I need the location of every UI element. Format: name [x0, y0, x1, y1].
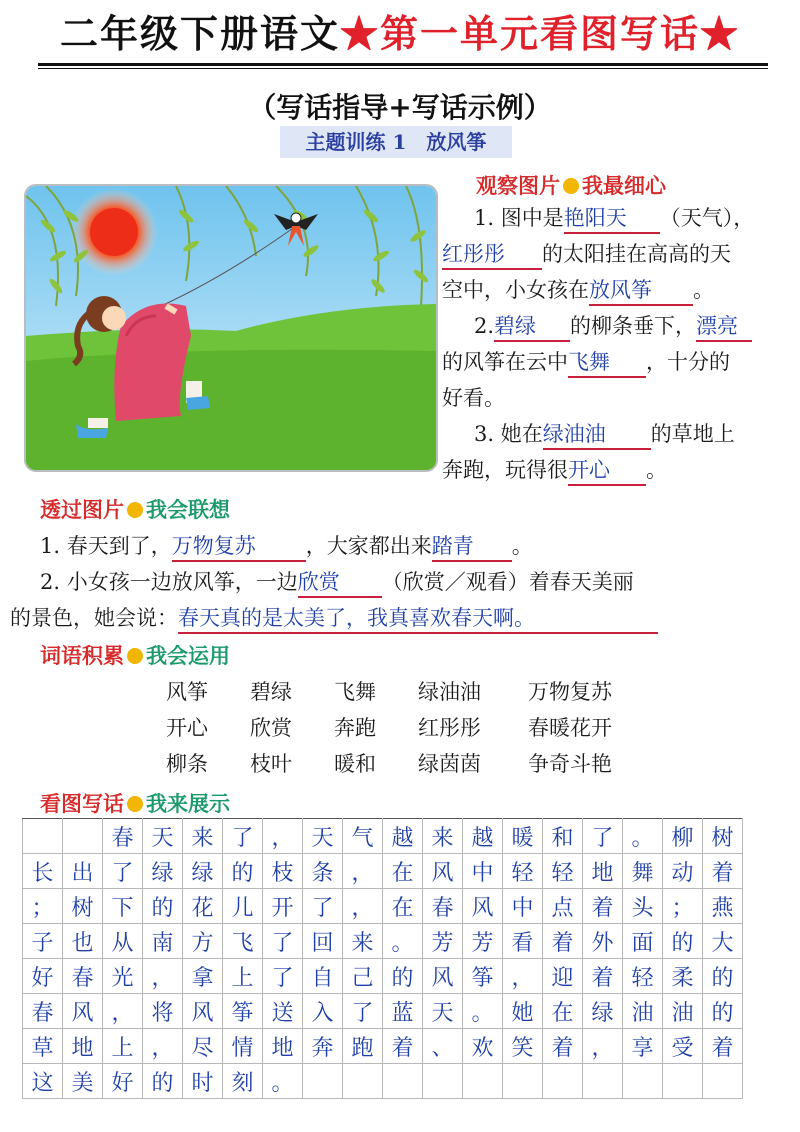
word: 争奇斗艳	[528, 752, 612, 776]
grid-cell	[543, 1064, 583, 1099]
grid-cell: 、	[423, 1029, 463, 1064]
answer-blank: 欣赏	[298, 568, 382, 598]
grid-cell: 回	[303, 924, 343, 959]
grid-cell: 枝	[263, 854, 303, 889]
grid-cell: 享	[623, 1029, 663, 1064]
word: 枝叶	[250, 752, 292, 776]
grid-cell: 上	[223, 959, 263, 994]
word: 绿油油	[418, 680, 481, 704]
grid-cell: 中	[463, 854, 503, 889]
word-row-1	[166, 676, 640, 706]
page-title	[0, 8, 800, 60]
grid-cell: 的	[223, 854, 263, 889]
grid-cell: ，	[143, 959, 183, 994]
grid-cell: 越	[383, 819, 423, 854]
grid-cell: 出	[63, 854, 103, 889]
grid-cell	[703, 1064, 743, 1099]
grid-cell: 来	[343, 924, 383, 959]
grid-cell: 柔	[663, 959, 703, 994]
grid-cell: 筝	[223, 994, 263, 1029]
answer-blank: 踏青	[432, 532, 512, 562]
grid-cell: 地	[583, 854, 623, 889]
grid-cell	[23, 819, 63, 854]
writing-heading-sub: 我来展示	[146, 791, 230, 816]
text: ，大家都出来	[305, 534, 432, 558]
grid-cell: 拿	[183, 959, 223, 994]
yellow-dot-icon	[127, 796, 143, 812]
grid-cell: 了	[263, 924, 303, 959]
observe-line-4	[474, 308, 752, 344]
grid-cell: 入	[303, 994, 343, 1029]
grid-cell: 了	[583, 819, 623, 854]
grid-cell: 的	[143, 889, 183, 924]
observe-line-7	[474, 416, 735, 452]
grid-cell: 花	[183, 889, 223, 924]
word: 碧绿	[250, 680, 292, 704]
grid-cell: 燕	[703, 889, 743, 924]
grid-cell: ；	[663, 889, 703, 924]
grid-cell: ，	[343, 889, 383, 924]
words-heading	[40, 640, 230, 670]
writing-grid	[22, 818, 743, 1099]
grid-cell: 这	[23, 1064, 63, 1099]
grid-cell: 了	[223, 819, 263, 854]
grid-cell: 儿	[223, 889, 263, 924]
grid-cell: 了	[343, 994, 383, 1029]
grid-cell	[343, 1064, 383, 1099]
grid-cell: 尽	[183, 1029, 223, 1064]
grid-cell: 在	[383, 889, 423, 924]
grid-row	[23, 994, 743, 1029]
grid-cell: 舞	[623, 854, 663, 889]
observe-line-3	[442, 272, 714, 308]
grid-cell: 。	[623, 819, 663, 854]
grid-cell: 蓝	[383, 994, 423, 1029]
grid-cell: 越	[463, 819, 503, 854]
grid-cell: 上	[103, 1029, 143, 1064]
observe-heading	[476, 170, 666, 200]
grid-cell: 美	[63, 1064, 103, 1099]
grid-row	[23, 854, 743, 889]
text: 1. 春天到了，	[40, 534, 172, 558]
observe-heading-label: 观察图片	[476, 173, 560, 198]
observe-line-5	[442, 344, 730, 380]
grid-cell: 迎	[543, 959, 583, 994]
answer-blank: 春天真的是太美了，我真喜欢春天啊。	[178, 604, 658, 634]
grid-cell: 风	[423, 854, 463, 889]
grid-cell: 芳	[423, 924, 463, 959]
grid-cell: 风	[463, 889, 503, 924]
grid-cell: 。	[263, 1064, 303, 1099]
grid-cell: 方	[183, 924, 223, 959]
grid-cell: 从	[103, 924, 143, 959]
words-heading-sub: 我会运用	[146, 643, 230, 668]
grid-cell: 。	[383, 924, 423, 959]
answer-blank: 开心	[568, 456, 646, 486]
grid-cell: 芳	[463, 924, 503, 959]
text: 的柳条垂下，	[570, 314, 697, 338]
answer-blank: 碧绿	[494, 312, 570, 342]
grid-cell: 的	[383, 959, 423, 994]
grid-cell: 和	[543, 819, 583, 854]
word: 风筝	[166, 680, 208, 704]
answer-blank: 放风筝	[589, 276, 693, 306]
grid-cell: 绿	[183, 854, 223, 889]
word: 暖和	[334, 752, 376, 776]
word: 万物复苏	[528, 680, 612, 704]
grid-cell: 油	[623, 994, 663, 1029]
grid-cell: 暖	[503, 819, 543, 854]
observe-line-8	[442, 452, 667, 488]
grid-cell: 草	[23, 1029, 63, 1064]
grid-cell: 在	[383, 854, 423, 889]
kite-scene	[26, 186, 436, 470]
grid-cell: 轻	[543, 854, 583, 889]
text: 的风筝在云中	[442, 350, 568, 374]
answer-blank: 绿油油	[543, 420, 651, 450]
grid-cell: 。	[463, 994, 503, 1029]
grid-cell: ；	[23, 889, 63, 924]
answer-blank: 万物复苏	[172, 532, 306, 562]
grid-cell: 笑	[503, 1029, 543, 1064]
grid-cell	[623, 1064, 663, 1099]
grid-cell: 油	[663, 994, 703, 1029]
grid-row	[23, 1029, 743, 1064]
grid-cell: 着	[703, 1029, 743, 1064]
grid-cell: 天	[143, 819, 183, 854]
word: 欣赏	[250, 716, 292, 740]
grid-cell: 着	[543, 924, 583, 959]
grid-cell: 春	[63, 959, 103, 994]
grid-cell: 开	[263, 889, 303, 924]
grid-cell: 风	[63, 994, 103, 1029]
answer-blank: 艳阳天	[564, 204, 660, 234]
word-row-3	[166, 748, 640, 778]
answer-blank: 漂亮	[696, 312, 752, 342]
text: 2. 小女孩一边放风筝，一边	[40, 570, 298, 594]
grid-cell: 地	[63, 1029, 103, 1064]
text: 好看。	[442, 386, 505, 410]
grid-cell: 着	[543, 1029, 583, 1064]
grid-cell: 筝	[463, 959, 503, 994]
grid-cell: 树	[703, 819, 743, 854]
grid-cell: 奔	[303, 1029, 343, 1064]
text: （天气），	[659, 206, 755, 230]
grid-cell: 柳	[663, 819, 703, 854]
grid-row	[23, 819, 743, 854]
grid-cell: 天	[303, 819, 343, 854]
grid-cell: ，	[263, 819, 303, 854]
grid-row	[23, 1064, 743, 1099]
star-icon: ★	[700, 11, 741, 56]
grid-cell	[503, 1064, 543, 1099]
grid-cell: 中	[503, 889, 543, 924]
grid-cell: 时	[183, 1064, 223, 1099]
grid-cell: 天	[423, 994, 463, 1029]
grid-cell: 着	[583, 959, 623, 994]
grid-cell	[463, 1064, 503, 1099]
grid-cell: 子	[23, 924, 63, 959]
grid-cell: 跑	[343, 1029, 383, 1064]
title-grade: 二年级下册语文	[59, 11, 340, 56]
text: （欣赏／观看）着春天美丽	[381, 570, 634, 594]
grid-cell: 的	[703, 994, 743, 1029]
grid-cell: 外	[583, 924, 623, 959]
word: 春暖花开	[528, 716, 612, 740]
grid-cell: 了	[303, 889, 343, 924]
grid-cell: 送	[263, 994, 303, 1029]
grid-cell: 她	[503, 994, 543, 1029]
grid-cell: 轻	[503, 854, 543, 889]
theme-label: 主题训练 1 放风筝	[305, 130, 487, 154]
grid-row	[23, 889, 743, 924]
observe-line-6	[442, 380, 505, 416]
grid-cell: 在	[543, 994, 583, 1029]
text: 。	[511, 534, 533, 558]
yellow-dot-icon	[127, 502, 143, 518]
grid-cell: 大	[703, 924, 743, 959]
grid-cell: 来	[423, 819, 463, 854]
text: 奔跑，玩得很	[442, 458, 568, 482]
grid-cell: 着	[383, 1029, 423, 1064]
text: 的太阳挂在高高的天	[542, 242, 731, 266]
imagine-line-3	[10, 600, 658, 636]
grid-cell: 着	[583, 889, 623, 924]
imagine-heading-sub: 我会联想	[146, 497, 230, 522]
grid-cell: 轻	[623, 959, 663, 994]
grid-cell: 看	[503, 924, 543, 959]
grid-cell	[383, 1064, 423, 1099]
grid-cell: 受	[663, 1029, 703, 1064]
text: 。	[646, 458, 667, 482]
grid-cell: 的	[143, 1064, 183, 1099]
grid-cell: 春	[23, 994, 63, 1029]
grid-cell	[63, 819, 103, 854]
grid-cell: 自	[303, 959, 343, 994]
grid-cell: 春	[423, 889, 463, 924]
word: 红彤彤	[418, 716, 481, 740]
grid-cell: 情	[223, 1029, 263, 1064]
grid-cell: 欢	[463, 1029, 503, 1064]
text: ，十分的	[646, 350, 730, 374]
imagine-line-2	[40, 564, 634, 600]
grid-cell: ，	[103, 994, 143, 1029]
grid-cell: 己	[343, 959, 383, 994]
text: 的景色，她会说：	[10, 606, 178, 630]
words-heading-label: 词语积累	[40, 643, 124, 668]
grid-cell: 动	[663, 854, 703, 889]
grid-cell: 南	[143, 924, 183, 959]
grid-cell: 地	[263, 1029, 303, 1064]
yellow-dot-icon	[127, 648, 143, 664]
grid-cell	[583, 1064, 623, 1099]
grid-cell: ，	[583, 1029, 623, 1064]
word: 开心	[166, 716, 208, 740]
grid-cell	[423, 1064, 463, 1099]
observe-heading-sub: 我最细心	[582, 173, 666, 198]
word-row-2	[166, 712, 640, 742]
grid-cell: 风	[423, 959, 463, 994]
grid-cell: 下	[103, 889, 143, 924]
text: 空中，小女孩在	[442, 278, 589, 302]
answer-blank: 红彤彤	[442, 240, 542, 270]
text: 1. 图中是	[474, 206, 564, 230]
grid-cell: 好	[103, 1064, 143, 1099]
grid-cell: 条	[303, 854, 343, 889]
imagine-heading-label: 透过图片	[40, 497, 124, 522]
grid-cell: 来	[183, 819, 223, 854]
text: 。	[693, 278, 714, 302]
grid-cell: 的	[663, 924, 703, 959]
title-rule-thin	[38, 68, 768, 69]
grid-row	[23, 959, 743, 994]
kite-illustration	[24, 184, 438, 472]
grid-cell: 气	[343, 819, 383, 854]
grid-cell: 飞	[223, 924, 263, 959]
title-unit: 第一单元看图写话	[380, 11, 701, 56]
grid-cell: 了	[263, 959, 303, 994]
grid-cell: 着	[703, 854, 743, 889]
word: 柳条	[166, 752, 208, 776]
observe-line-2	[442, 236, 731, 272]
answer-blank: 飞舞	[568, 348, 646, 378]
grid-cell: 绿	[143, 854, 183, 889]
grid-cell: 头	[623, 889, 663, 924]
grid-cell: 春	[103, 819, 143, 854]
observe-line-1	[474, 200, 754, 236]
writing-heading-label: 看图写话	[40, 791, 124, 816]
text: 的草地上	[650, 422, 735, 446]
word: 奔跑	[334, 716, 376, 740]
grid-cell: 好	[23, 959, 63, 994]
writing-heading	[40, 788, 230, 818]
grid-cell: 了	[103, 854, 143, 889]
grid-cell: 长	[23, 854, 63, 889]
grid-cell: 面	[623, 924, 663, 959]
grid-cell	[663, 1064, 703, 1099]
grid-cell: ，	[143, 1029, 183, 1064]
title-rule	[38, 63, 768, 66]
star-icon: ★	[339, 11, 380, 56]
yellow-dot-icon	[563, 178, 579, 194]
grid-cell: 树	[63, 889, 103, 924]
subtitle: （写话指导+写话示例）	[248, 91, 552, 124]
grid-cell: 光	[103, 959, 143, 994]
grid-cell: 将	[143, 994, 183, 1029]
text: 3. 她在	[474, 422, 543, 446]
imagine-line-1	[40, 528, 533, 564]
word: 绿茵茵	[418, 752, 481, 776]
text: 2.	[474, 314, 495, 338]
grid-cell	[303, 1064, 343, 1099]
grid-cell: ，	[503, 959, 543, 994]
imagine-heading	[40, 494, 230, 524]
grid-cell: ，	[343, 854, 383, 889]
grid-cell: 也	[63, 924, 103, 959]
grid-cell: 风	[183, 994, 223, 1029]
word: 飞舞	[334, 680, 376, 704]
grid-row	[23, 924, 743, 959]
grid-cell: 点	[543, 889, 583, 924]
grid-cell: 绿	[583, 994, 623, 1029]
grid-cell: 刻	[223, 1064, 263, 1099]
grid-cell: 的	[703, 959, 743, 994]
